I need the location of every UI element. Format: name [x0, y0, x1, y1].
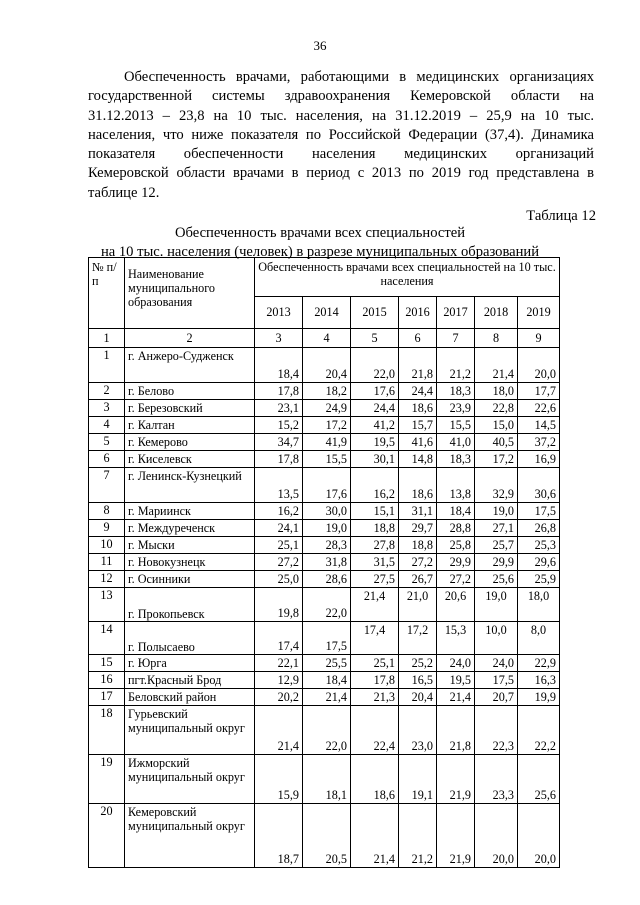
value-cell: 31,8 — [303, 554, 351, 571]
row-number: 13 — [89, 588, 125, 622]
column-number: 8 — [475, 329, 518, 348]
row-number: 10 — [89, 537, 125, 554]
value-cell: 15,3 — [437, 622, 475, 655]
municipality-name: Беловский район — [125, 689, 255, 706]
value-cell: 24,4 — [399, 383, 437, 400]
table-title-line: на 10 тыс. населения (человек) в разрезе муниципальных образований — [100, 244, 540, 260]
value-cell: 29,7 — [399, 520, 437, 537]
value-cell: 15,0 — [475, 417, 518, 434]
page-number: 36 — [313, 38, 327, 53]
value-cell: 21,8 — [437, 706, 475, 755]
row-number: 11 — [89, 554, 125, 571]
value-cell: 28,6 — [303, 571, 351, 588]
value-cell: 27,1 — [475, 520, 518, 537]
municipality-name: г. Ленинск-Кузнецкий — [125, 468, 255, 503]
value-cell: 19,5 — [351, 434, 399, 451]
value-cell: 30,1 — [351, 451, 399, 468]
value-cell: 15,1 — [351, 503, 399, 520]
table-row — [89, 383, 560, 400]
value-cell: 21,9 — [437, 804, 475, 868]
row-number: 16 — [89, 672, 125, 689]
table-row — [89, 706, 560, 755]
table-row — [89, 400, 560, 417]
value-cell: 18,0 — [475, 383, 518, 400]
value-cell: 23,9 — [437, 400, 475, 417]
table-row — [89, 468, 560, 503]
value-cell: 17,4 — [255, 622, 303, 655]
value-cell: 18,2 — [303, 383, 351, 400]
row-number: 6 — [89, 451, 125, 468]
value-cell: 20,0 — [518, 804, 560, 868]
table-row — [89, 554, 560, 571]
value-cell: 12,9 — [255, 672, 303, 689]
value-cell: 40,5 — [475, 434, 518, 451]
value-cell: 24,9 — [303, 400, 351, 417]
table-row — [89, 755, 560, 804]
value-cell: 31,5 — [351, 554, 399, 571]
municipality-name: г. Мыски — [125, 537, 255, 554]
paragraph-line: 31.12.2013 – 23,8 на 10 тыс. населения, на 31.12.2019 – 25,9 на 10 тыс. — [88, 107, 594, 124]
value-cell: 25,6 — [475, 571, 518, 588]
value-cell: 26,8 — [518, 520, 560, 537]
row-number: 18 — [89, 706, 125, 755]
row-number: 15 — [89, 655, 125, 672]
value-cell: 30,6 — [518, 468, 560, 503]
value-cell: 25,7 — [475, 537, 518, 554]
value-cell: 27,2 — [255, 554, 303, 571]
municipality-name: г. Белово — [125, 383, 255, 400]
value-cell: 29,9 — [475, 554, 518, 571]
municipality-name: г. Кемерово — [125, 434, 255, 451]
row-number: 8 — [89, 503, 125, 520]
value-cell: 25,1 — [255, 537, 303, 554]
value-cell: 21,8 — [399, 348, 437, 383]
value-cell: 22,6 — [518, 400, 560, 417]
column-number: 6 — [399, 329, 437, 348]
value-cell: 21,4 — [475, 348, 518, 383]
row-number: 17 — [89, 689, 125, 706]
value-cell: 16,2 — [255, 503, 303, 520]
municipality-name: г. Мариинск — [125, 503, 255, 520]
row-number: 7 — [89, 468, 125, 503]
value-cell: 17,2 — [475, 451, 518, 468]
value-cell: 28,3 — [303, 537, 351, 554]
value-cell: 21,2 — [437, 348, 475, 383]
municipality-name: г. Новокузнецк — [125, 554, 255, 571]
year-header: 2016 — [399, 297, 437, 329]
value-cell: 19,9 — [518, 689, 560, 706]
value-cell: 16,3 — [518, 672, 560, 689]
value-cell: 25,0 — [255, 571, 303, 588]
body-paragraph — [88, 68, 594, 203]
header-group: Обеспеченность врачами всех специальностей на 10 тыс. населения — [255, 258, 560, 297]
value-cell: 20,6 — [437, 588, 475, 622]
row-number: 19 — [89, 755, 125, 804]
paragraph-line: Обеспеченность врачами, работающими в медицинских организациях — [124, 69, 594, 85]
value-cell: 25,9 — [518, 571, 560, 588]
value-cell: 18,0 — [518, 588, 560, 622]
value-cell: 17,4 — [351, 622, 399, 655]
year-header: 2018 — [475, 297, 518, 329]
value-cell: 10,0 — [475, 622, 518, 655]
municipality-name: г. Междуреченск — [125, 520, 255, 537]
row-number: 1 — [89, 348, 125, 383]
municipality-name: г. Березовский — [125, 400, 255, 417]
table-row — [89, 451, 560, 468]
value-cell: 19,1 — [399, 755, 437, 804]
value-cell: 20,4 — [399, 689, 437, 706]
value-cell: 18,6 — [399, 400, 437, 417]
value-cell: 21,9 — [437, 755, 475, 804]
value-cell: 21,4 — [255, 706, 303, 755]
value-cell: 22,3 — [475, 706, 518, 755]
value-cell: 27,2 — [437, 571, 475, 588]
value-cell: 23,1 — [255, 400, 303, 417]
municipality-name: г. Юрга — [125, 655, 255, 672]
value-cell: 18,6 — [399, 468, 437, 503]
value-cell: 27,2 — [399, 554, 437, 571]
value-cell: 13,8 — [437, 468, 475, 503]
table-row — [89, 672, 560, 689]
value-cell: 17,2 — [399, 622, 437, 655]
column-number: 3 — [255, 329, 303, 348]
value-cell: 22,0 — [351, 348, 399, 383]
municipality-name: г. Прокопьевск — [125, 588, 255, 622]
value-cell: 21,4 — [351, 588, 399, 622]
column-number: 7 — [437, 329, 475, 348]
value-cell: 25,5 — [303, 655, 351, 672]
value-cell: 22,2 — [518, 706, 560, 755]
table-row — [89, 571, 560, 588]
value-cell: 17,7 — [518, 383, 560, 400]
value-cell: 19,0 — [475, 588, 518, 622]
value-cell: 16,5 — [399, 672, 437, 689]
column-number: 4 — [303, 329, 351, 348]
row-number: 9 — [89, 520, 125, 537]
value-cell: 20,7 — [475, 689, 518, 706]
value-cell: 8,0 — [518, 622, 560, 655]
value-cell: 18,1 — [303, 755, 351, 804]
value-cell: 24,1 — [255, 520, 303, 537]
value-cell: 20,2 — [255, 689, 303, 706]
value-cell: 25,6 — [518, 755, 560, 804]
value-cell: 25,2 — [399, 655, 437, 672]
year-header: 2019 — [518, 297, 560, 329]
row-number: 20 — [89, 804, 125, 868]
value-cell: 17,6 — [303, 468, 351, 503]
table-row — [89, 520, 560, 537]
table-row — [89, 588, 560, 622]
value-cell: 20,0 — [475, 804, 518, 868]
value-cell: 22,4 — [351, 706, 399, 755]
value-cell: 22,8 — [475, 400, 518, 417]
row-number: 4 — [89, 417, 125, 434]
value-cell: 13,5 — [255, 468, 303, 503]
value-cell: 24,0 — [437, 655, 475, 672]
value-cell: 20,5 — [303, 804, 351, 868]
value-cell: 37,2 — [518, 434, 560, 451]
value-cell: 32,9 — [475, 468, 518, 503]
table-row — [89, 804, 560, 868]
value-cell: 17,8 — [351, 672, 399, 689]
value-cell: 14,5 — [518, 417, 560, 434]
value-cell: 17,5 — [475, 672, 518, 689]
value-cell: 19,0 — [475, 503, 518, 520]
value-cell: 18,3 — [437, 383, 475, 400]
value-cell: 19,0 — [303, 520, 351, 537]
value-cell: 15,7 — [399, 417, 437, 434]
year-header: 2013 — [255, 297, 303, 329]
value-cell: 26,7 — [399, 571, 437, 588]
value-cell: 30,0 — [303, 503, 351, 520]
value-cell: 17,8 — [255, 451, 303, 468]
value-cell: 18,4 — [437, 503, 475, 520]
value-cell: 22,9 — [518, 655, 560, 672]
value-cell: 18,3 — [437, 451, 475, 468]
paragraph-line: таблице 12. — [88, 184, 160, 201]
value-cell: 15,5 — [303, 451, 351, 468]
value-cell: 41,6 — [399, 434, 437, 451]
value-cell: 18,8 — [351, 520, 399, 537]
table-row — [89, 503, 560, 520]
value-cell: 18,8 — [399, 537, 437, 554]
municipality-name: Гурьевский муниципальный округ — [125, 706, 255, 755]
table-row — [89, 689, 560, 706]
value-cell: 22,1 — [255, 655, 303, 672]
value-cell: 15,9 — [255, 755, 303, 804]
value-cell: 22,0 — [303, 588, 351, 622]
physicians-table — [88, 257, 560, 868]
value-cell: 20,4 — [303, 348, 351, 383]
column-number: 5 — [351, 329, 399, 348]
value-cell: 19,8 — [255, 588, 303, 622]
header-num: № п/п — [89, 258, 125, 329]
value-cell: 23,0 — [399, 706, 437, 755]
value-cell: 19,5 — [437, 672, 475, 689]
table-row — [89, 434, 560, 451]
value-cell: 25,8 — [437, 537, 475, 554]
value-cell: 41,0 — [437, 434, 475, 451]
value-cell: 16,9 — [518, 451, 560, 468]
value-cell: 24,0 — [475, 655, 518, 672]
table-row — [89, 622, 560, 655]
municipality-name: г. Калтан — [125, 417, 255, 434]
value-cell: 27,8 — [351, 537, 399, 554]
value-cell: 21,0 — [399, 588, 437, 622]
paragraph-line: Кемеровской области врачами в период с 2013 по 2019 год представлена в — [88, 165, 594, 182]
row-number: 12 — [89, 571, 125, 588]
row-number: 14 — [89, 622, 125, 655]
value-cell: 25,1 — [351, 655, 399, 672]
year-header: 2017 — [437, 297, 475, 329]
table-label: Таблица 12 — [526, 208, 596, 224]
municipality-name: г. Анжеро-Судженск — [125, 348, 255, 383]
municipality-name: г. Осинники — [125, 571, 255, 588]
row-number: 2 — [89, 383, 125, 400]
value-cell: 17,5 — [303, 622, 351, 655]
municipality-name: пгт.Красный Брод — [125, 672, 255, 689]
column-number: 1 — [89, 329, 125, 348]
value-cell: 41,9 — [303, 434, 351, 451]
value-cell: 15,5 — [437, 417, 475, 434]
value-cell: 17,8 — [255, 383, 303, 400]
value-cell: 18,4 — [303, 672, 351, 689]
paragraph-line: государственной системы здравоохранения Кемеровской области на — [88, 88, 594, 105]
value-cell: 21,4 — [437, 689, 475, 706]
column-number: 2 — [125, 329, 255, 348]
row-number: 3 — [89, 400, 125, 417]
value-cell: 14,8 — [399, 451, 437, 468]
row-number: 5 — [89, 434, 125, 451]
year-header: 2015 — [351, 297, 399, 329]
municipality-name: Ижморский муниципальный округ — [125, 755, 255, 804]
value-cell: 29,9 — [437, 554, 475, 571]
municipality-name: Кемеровский муниципальный округ — [125, 804, 255, 868]
value-cell: 24,4 — [351, 400, 399, 417]
column-number: 9 — [518, 329, 560, 348]
value-cell: 21,2 — [399, 804, 437, 868]
value-cell: 25,3 — [518, 537, 560, 554]
value-cell: 41,2 — [351, 417, 399, 434]
value-cell: 17,5 — [518, 503, 560, 520]
value-cell: 29,6 — [518, 554, 560, 571]
value-cell: 21,4 — [351, 804, 399, 868]
value-cell: 18,6 — [351, 755, 399, 804]
paragraph-line: населения, что ниже показателя по Российской Федерации (37,4). Динамика — [88, 126, 594, 143]
table-row — [89, 655, 560, 672]
municipality-name: г. Полысаево — [125, 622, 255, 655]
value-cell: 27,5 — [351, 571, 399, 588]
value-cell: 17,2 — [303, 417, 351, 434]
value-cell: 15,2 — [255, 417, 303, 434]
value-cell: 21,3 — [351, 689, 399, 706]
value-cell: 22,0 — [303, 706, 351, 755]
value-cell: 17,6 — [351, 383, 399, 400]
value-cell: 21,4 — [303, 689, 351, 706]
value-cell: 16,2 — [351, 468, 399, 503]
table-row — [89, 417, 560, 434]
year-header: 2014 — [303, 297, 351, 329]
paragraph-line: показателя обеспеченности населения медицинских организаций — [88, 146, 594, 163]
municipality-name: г. Киселевск — [125, 451, 255, 468]
value-cell: 28,8 — [437, 520, 475, 537]
table-row — [89, 537, 560, 554]
value-cell: 34,7 — [255, 434, 303, 451]
value-cell: 31,1 — [399, 503, 437, 520]
value-cell: 18,4 — [255, 348, 303, 383]
value-cell: 23,3 — [475, 755, 518, 804]
header-name: Наименование муниципального образования — [125, 258, 255, 329]
table-title-line: Обеспеченность врачами всех специальностей — [174, 225, 466, 241]
value-cell: 18,7 — [255, 804, 303, 868]
table-row — [89, 348, 560, 383]
value-cell: 20,0 — [518, 348, 560, 383]
